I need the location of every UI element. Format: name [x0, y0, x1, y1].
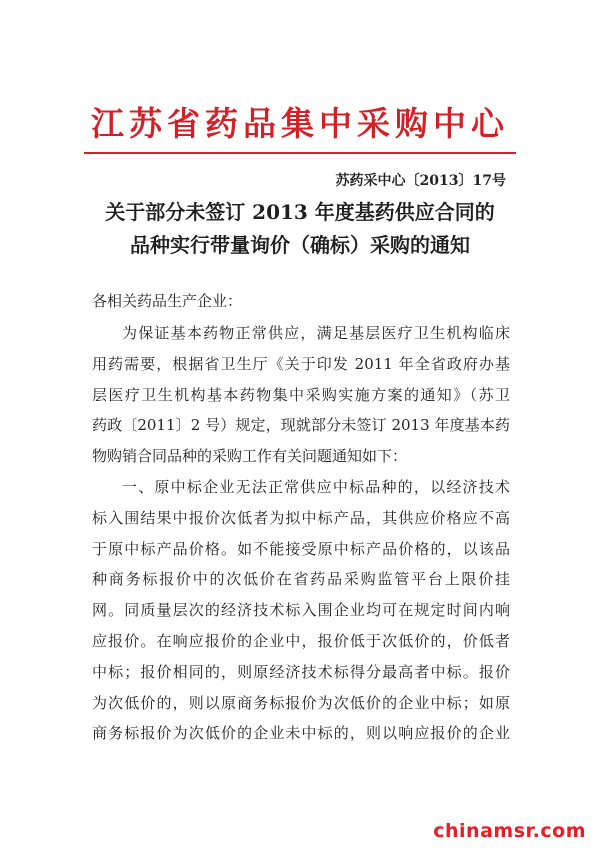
issuer-header: 江苏省药品集中采购中心	[91, 104, 509, 143]
watermark-logo: chinamsr.com	[433, 820, 586, 842]
title-line: 关于部分未签订 2013 年度基药供应合同的	[105, 200, 495, 224]
document-title	[60, 196, 540, 262]
body-line: 物购销合同品种的采购工作有关问题通知如下：	[92, 447, 408, 466]
body-line: 网。同质量层次的经济技术标入围企业均可在规定时间内响	[92, 601, 510, 620]
title-line: 品种实行带量询价（确标）采购的通知	[130, 233, 470, 257]
document-number: 苏药采中心〔2013〕17号	[335, 173, 506, 189]
body-text	[92, 318, 510, 749]
body-line: 于原中标产品价格。如不能接受原中标产品价格的，以该品	[92, 539, 510, 558]
body-line: 药政〔2011〕2 号）规定，现就部分未签订 2013 年度基本药	[92, 416, 510, 435]
body-line: 标入围结果中报价次低者为拟中标产品，其供应价格应不高	[92, 508, 510, 527]
body-line: 为保证基本药物正常供应，满足基层医疗卫生机构临床	[122, 324, 510, 342]
header-red-rule	[84, 152, 516, 154]
body-line: 一、原中标企业无法正常供应中标品种的，以经济技术	[122, 477, 510, 496]
body-line: 种商务标报价中的次低价在省药品采购监管平台上限价挂	[92, 570, 510, 589]
body-line: 用药需要，根据省卫生厅《关于印发 2011 年全省政府办基	[92, 354, 510, 373]
body-line: 为次低价的，则以原商务标报价为次低价的企业中标；如原	[92, 693, 510, 712]
body-line: 商务标报价为次低价的企业未中标的，则以响应报价的企业	[92, 724, 510, 743]
body-line: 中标；报价相同的，则原经济技术标得分最高者中标。报价	[92, 662, 510, 681]
salutation: 各相关药品生产企业：	[92, 292, 243, 310]
body-line: 层医疗卫生机构基本药物集中采购实施方案的通知》（苏卫	[92, 385, 510, 404]
body-line: 应报价。在响应报价的企业中，报价低于次低价的，价低者	[92, 631, 510, 650]
